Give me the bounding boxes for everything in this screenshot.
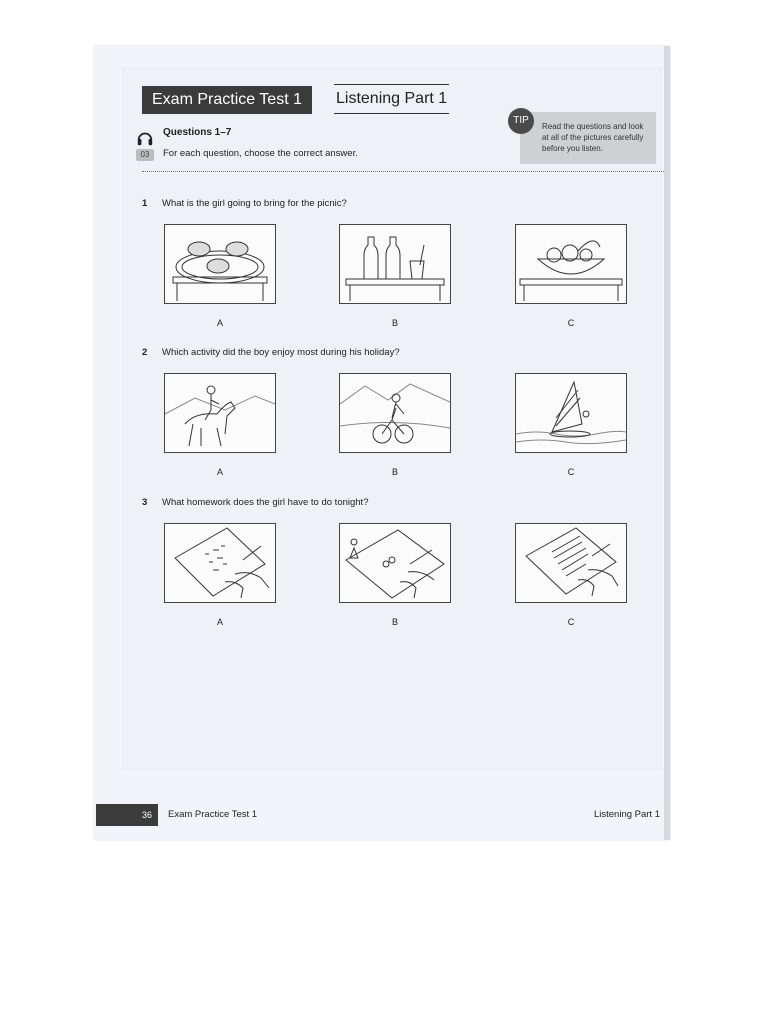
track-number: 03 xyxy=(136,149,154,161)
option-2c[interactable] xyxy=(515,373,627,477)
option-letter: A xyxy=(216,318,223,328)
questions-range: Questions 1–7 xyxy=(163,127,232,138)
worksheet-page xyxy=(94,46,670,840)
windsurfing-icon xyxy=(515,373,627,453)
option-letter: C xyxy=(567,617,575,627)
cycling-icon xyxy=(339,373,451,453)
question-text: What is the girl going to bring for the picnic? xyxy=(162,198,347,209)
question-number: 3 xyxy=(142,497,148,508)
question-text: What homework does the girl have to do tonight? xyxy=(162,497,369,508)
writing-essay-icon xyxy=(515,523,627,603)
tip-badge: TIP xyxy=(508,108,534,134)
option-letter: C xyxy=(567,318,575,328)
footer-left-text: Exam Practice Test 1 xyxy=(168,809,258,820)
instruction-text: For each question, choose the correct answer. xyxy=(163,148,358,159)
footer-right-text: Listening Part 1 xyxy=(593,809,660,820)
question-text: Which activity did the boy enjoy most during his holiday? xyxy=(162,347,400,358)
option-letter: A xyxy=(216,617,223,627)
fruit-bowl-icon xyxy=(515,224,627,304)
option-1c[interactable] xyxy=(515,224,627,328)
question-number: 1 xyxy=(142,198,148,209)
option-1a[interactable] xyxy=(164,224,276,328)
maths-homework-icon xyxy=(164,523,276,603)
option-2b[interactable] xyxy=(339,373,451,477)
option-3c[interactable] xyxy=(515,523,627,627)
option-letter: C xyxy=(567,467,575,477)
option-letter: B xyxy=(391,467,398,477)
bottles-and-glass-icon xyxy=(339,224,451,304)
option-3b[interactable] xyxy=(339,523,451,627)
option-letter: A xyxy=(216,467,223,477)
divider xyxy=(142,171,664,172)
page-title: Exam Practice Test 1 xyxy=(142,86,312,114)
tip-text: Read the questions and look at all of the pictures carefully before you listen. xyxy=(542,122,644,153)
question-number: 2 xyxy=(142,347,148,358)
option-3a[interactable] xyxy=(164,523,276,627)
horse-riding-icon xyxy=(164,373,276,453)
option-2a[interactable] xyxy=(164,373,276,477)
drawing-flowers-icon xyxy=(339,523,451,603)
page-number: 36 xyxy=(96,804,158,826)
option-letter: B xyxy=(391,617,398,627)
page-subtitle: Listening Part 1 xyxy=(334,84,449,114)
headphones-icon xyxy=(136,129,154,147)
burgers-on-plate-icon xyxy=(164,224,276,304)
option-1b[interactable] xyxy=(339,224,451,328)
option-letter: B xyxy=(391,318,398,328)
page-edge xyxy=(664,46,670,840)
tip-box xyxy=(520,112,656,164)
